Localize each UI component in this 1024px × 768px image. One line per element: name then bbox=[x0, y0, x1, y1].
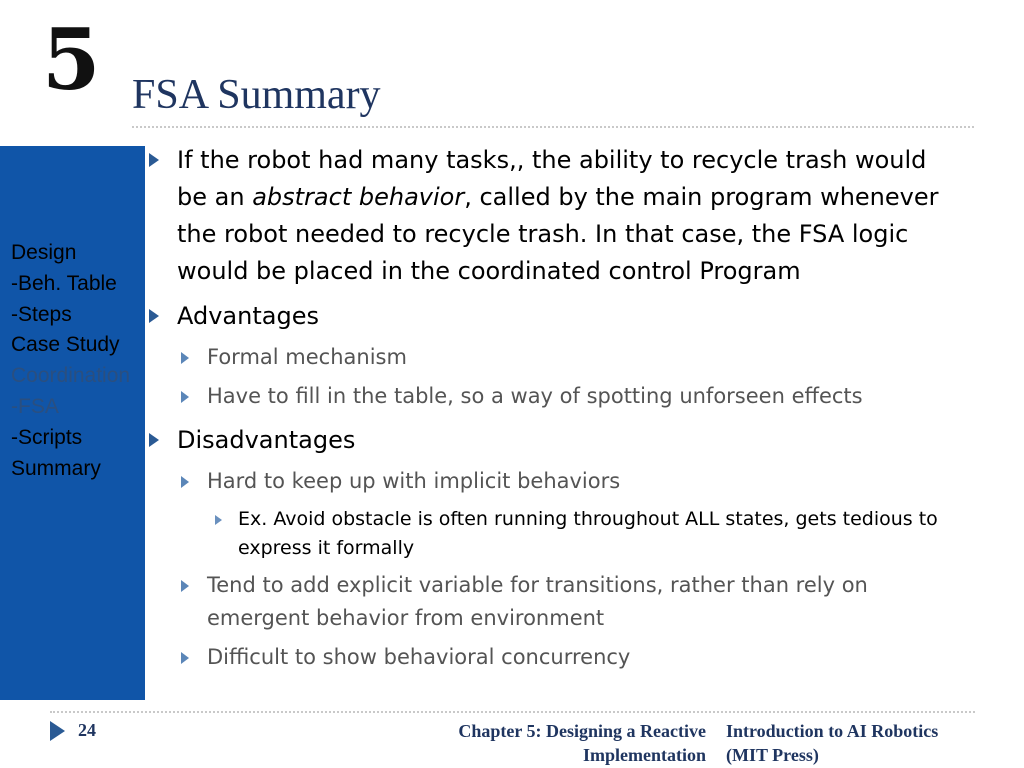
footer-book bbox=[726, 719, 938, 767]
sidebar-item-fsa: -FSA bbox=[11, 394, 59, 418]
disadvantages-heading: Disadvantages bbox=[177, 426, 356, 454]
footer-triangle-icon bbox=[50, 721, 65, 741]
disadvantage-item-line-2: emergent behavior from environment bbox=[207, 606, 605, 630]
disadvantage-subitem-line-1: Ex. Avoid obstacle is often running throughout ALL states, gets tedious to bbox=[238, 508, 938, 530]
triangle-bullet-icon bbox=[149, 433, 159, 447]
footer-book-line-1: Introduction to AI Robotics bbox=[726, 721, 939, 741]
triangle-bullet-icon bbox=[149, 153, 159, 167]
sidebar-item-steps: -Steps bbox=[11, 302, 72, 326]
triangle-bullet-icon bbox=[181, 391, 189, 403]
footer-chapter bbox=[458, 719, 706, 767]
slide-title: FSA Summary bbox=[132, 72, 381, 118]
sidebar-item-beh-table: -Beh. Table bbox=[11, 271, 117, 295]
triangle-bullet-icon bbox=[181, 352, 189, 364]
sidebar-item-scripts: -Scripts bbox=[11, 425, 83, 449]
triangle-bullet-icon bbox=[181, 652, 189, 664]
footer-chapter-line-1: Chapter 5: Designing a Reactive bbox=[458, 721, 706, 741]
intro-line-1: If the robot had many tasks,, the ability to recycle trash would bbox=[177, 146, 927, 174]
advantages-heading: Advantages bbox=[177, 302, 319, 330]
disadvantage-item: Difficult to show behavioral concurrency bbox=[207, 645, 631, 669]
page-number: 24 bbox=[78, 720, 96, 740]
intro-line-4: would be placed in the coordinated control Program bbox=[177, 257, 801, 285]
intro-line-2-italic: abstract behavior bbox=[252, 183, 465, 211]
triangle-bullet-icon bbox=[215, 515, 222, 525]
footer-chapter-line-2: Implementation bbox=[583, 745, 706, 765]
footer-book-line-2: (MIT Press) bbox=[726, 745, 819, 765]
sidebar-item-case-study: Case Study bbox=[11, 333, 120, 357]
advantage-item: Formal mechanism bbox=[207, 345, 407, 369]
sidebar-item-coordination: Coordination bbox=[11, 364, 131, 388]
intro-line-2-pre: be an bbox=[177, 183, 253, 211]
triangle-bullet-icon bbox=[181, 476, 189, 488]
intro-line-2-post: , called by the main program whenever bbox=[464, 183, 939, 211]
sidebar-item-design: Design bbox=[11, 241, 77, 264]
sidebar-nav bbox=[11, 238, 130, 484]
disadvantage-item-line-1: Tend to add explicit variable for transitions, rather than rely on bbox=[207, 573, 868, 597]
footer-divider bbox=[50, 711, 975, 713]
chapter-number: 5 bbox=[42, 10, 101, 109]
triangle-bullet-icon bbox=[181, 580, 189, 592]
disadvantage-subitem-line-2: express it formally bbox=[238, 537, 415, 559]
sidebar-item-summary: Summary bbox=[11, 456, 101, 480]
triangle-bullet-icon bbox=[149, 309, 159, 323]
intro-line-2 bbox=[177, 179, 939, 216]
advantage-item: Have to fill in the table, so a way of spotting unforseen effects bbox=[207, 384, 863, 408]
disadvantage-item: Hard to keep up with implicit behaviors bbox=[207, 469, 621, 493]
intro-line-3: the robot needed to recycle trash. In that case, the FSA logic bbox=[177, 220, 909, 248]
